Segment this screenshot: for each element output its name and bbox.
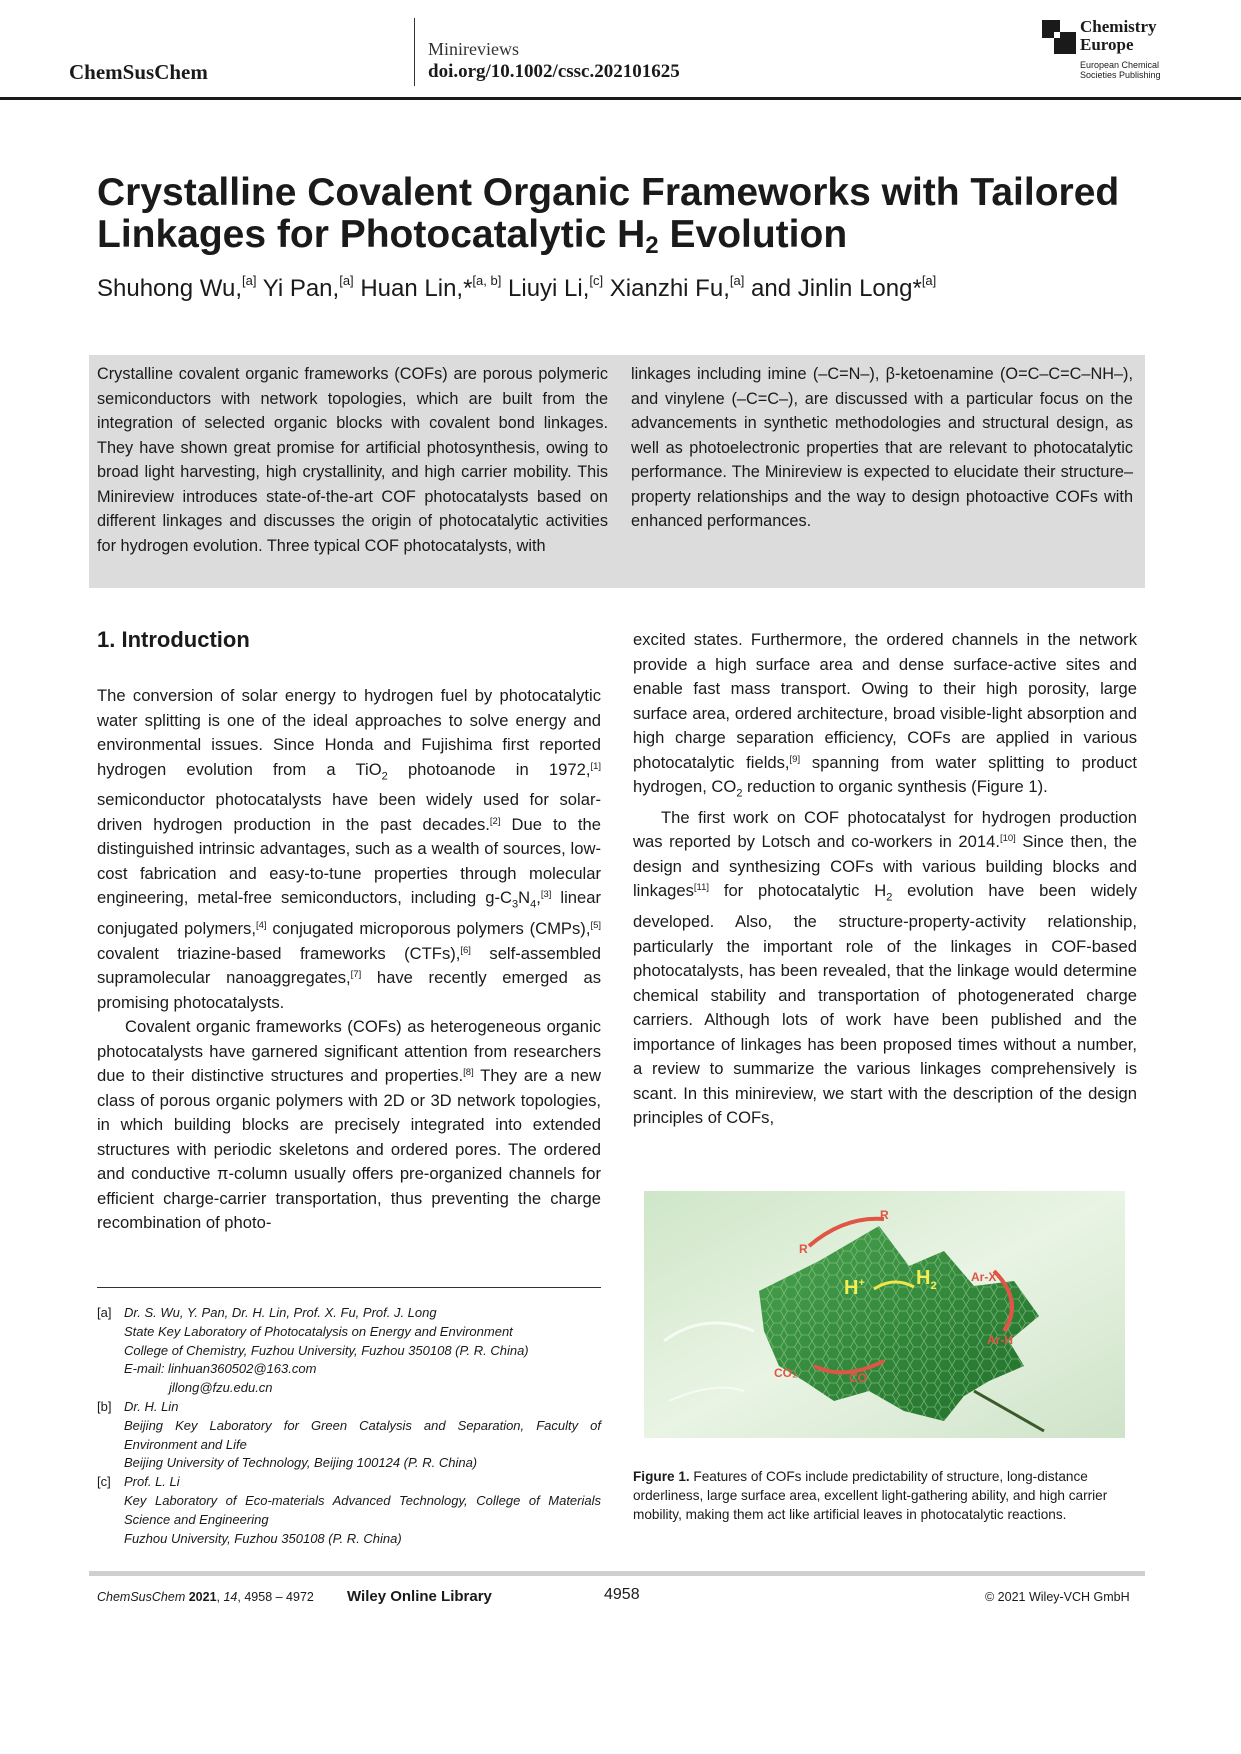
footnote-rule <box>97 1287 601 1288</box>
copyright: © 2021 Wiley-VCH GmbH <box>985 1590 1130 1604</box>
author: Huan Lin,* <box>360 275 473 302</box>
author: Yi Pan, <box>262 275 340 302</box>
author: Shuhong Wu, <box>97 275 242 302</box>
author: Liuyi Li, <box>508 275 590 302</box>
section-heading: 1. Introduction <box>97 627 250 652</box>
co2-label: CO₂ <box>774 1366 798 1380</box>
affiliations <box>97 1304 601 1548</box>
journal-name: ChemSusChem <box>69 60 208 84</box>
title-line-1: Crystalline Covalent Organic Frameworks with Tailored <box>97 171 1120 214</box>
arh-label: Ar-H <box>987 1333 1013 1347</box>
page-number: 4958 <box>604 1586 640 1603</box>
author-list: Shuhong Wu,[a] Yi Pan,[a] Huan Lin,*[a, b] Liuyi Li,[c] Xianzhi Fu,[a] and Jinlin Long*[a] <box>97 273 937 302</box>
r-prime-label: R <box>880 1208 889 1222</box>
footnote-a: [a] Dr. S. Wu, Y. Pan, Dr. H. Lin, Prof. X. Fu, Prof. J. Long State Key Laboratory of Photocatalysis on Energy and Environment College of Chemistry, Fuzhou University, Fuzhou 350108 (P. R. China) E-mail: linhuan360502@163.com jllong@fzu.edu.cn <box>97 1305 529 1396</box>
paragraph: Covalent organic frameworks (COFs) as heterogeneous organic photocatalysts have garnered significant attention from researchers due to their distinctive structures and properties.[8] They are a new class of porous organic polymers with 2D or 3D network topologies, in which building blocks are precisely integrated into extended structures with periodic skeletons and ordered pores. The ordered and conductive π-column usually offers pre-organized channels for efficient charge-carrier transportation, thus preventing the charge recombination of photo- <box>97 1017 601 1233</box>
left-column <box>97 684 601 1236</box>
publisher-subtitle-1: European Chemical <box>1080 60 1160 70</box>
doi-link[interactable]: doi.org/10.1002/cssc.202101625 <box>428 61 680 82</box>
h2-label: $H_2$ <box>916 1267 937 1292</box>
header-separator <box>414 18 415 86</box>
header-rule <box>0 97 1241 100</box>
figure-caption: Figure 1. Features of COFs include predictability of structure, long-distance orderliness, large surface area, excellent light-gathering ability, and high carrier mobility, making them act like artificial leaves in photocatalytic reactions. <box>633 1469 1108 1522</box>
paragraph: The conversion of solar energy to hydrogen fuel by photocatalytic water splitting is one of the ideal approaches to solve energy and environmental issues. Since Honda and Fujishima first reported hydrogen evolution from a TiO$_2$ photoanode in 1972,[1] semiconductor photocatalysts have been widely used for solar-driven hydrogen production in the past decades.[2] Due to the distinguished intrinsic advantages, such as a wealth of sources, low-cost fabrication and easy-to-tune properties through molecular engineering, metal-free semiconductors, including $g-C_3N_4,[3]$ linear conjugated polymers,[4] conjugated microporous polymers (CMPs),[5] covalent triazine-based frameworks (CTFs),[6] self-assembled supramolecular nanoaggregates,[7] have recently emerged as promising photocatalysts. <box>97 686 602 1012</box>
right-column <box>633 628 1137 1131</box>
title-line-2: Linkages for Photocatalytic $H_2$ Evolution <box>97 213 848 259</box>
co-label: CO <box>849 1371 867 1385</box>
paragraph: excited states. Furthermore, the ordered channels in the network provide a high surface area and dense surface-active sites and enable fast mass transport. Owing to their high porosity, large surface area, ordered architecture, broad visible-light absorption and high charge separation efficiency, COFs are applied in various photocatalytic fields,[9] spanning from water splitting to product hydrogen, $CO_2$ reduction to organic synthesis (Figure 1). <box>633 630 1137 800</box>
paragraph: The first work on COF photocatalyst for hydrogen production was reported by Lotsch and co-workers in 2014.[10] Since then, the design and synthesizing COFs with various building blocks and linkages[11] for photocatalytic $H_2$ evolution have been widely developed. Also, the structure-property-activity relationship, particularly the important role of the linkages in COF-based photocatalysts, has been revealed, that the linkage would determine chemical stability and transportation of photogenerated charge carriers. Although lots of work have been published and the importance of linkages has been proposed times without a number, a review to summarize the various linkages comprehensively is scant. In this minireview, we start with the description of the design principles of COFs, <box>633 807 1137 1128</box>
author: Xianzhi Fu, <box>609 275 730 302</box>
footnote-b: [b] Dr. H. Lin Beijing Key Laboratory for Green Catalysis and Separation, Faculty of Environment and Life Beijing University of Technology, Beijing 100124 (P. R. China) <box>97 1398 601 1471</box>
chemistry-europe-logo-icon <box>1040 18 1080 58</box>
abstract-right: linkages including imine (–C=N–), β-ketoenamine (O=C–C=C–NH–), and vinylene (–C=C–), are discussed with a particular focus on the advancements in synthetic methodologies and structural design, as well as photoelectronic properties that are relevant to photocatalytic performance. The Minireview is expected to elucidate their structure–property relationships and the way to design photoactive COFs with enhanced performances. <box>631 365 1133 530</box>
arx-label: Ar-X <box>971 1270 997 1284</box>
footnote-c: [c] Prof. L. Li Key Laboratory of Eco-materials Advanced Technology, College of Materials Science and Engineering Fuzhou University, Fuzhou 350108 (P. R. China) <box>97 1474 601 1546</box>
r-label: R <box>799 1242 808 1256</box>
publisher-subtitle-2: Societies Publishing <box>1080 70 1161 80</box>
publisher-name-1: Chemistry <box>1080 17 1157 36</box>
wiley-online-library-link[interactable]: Wiley Online Library <box>347 1588 492 1605</box>
publisher-name-2: Europe <box>1080 35 1134 54</box>
abstract-left: Crystalline covalent organic frameworks (COFs) are porous polymeric semiconductors with network topologies, which are built from the integration of selected organic blocks with covalent bond linkages. They have shown great promise for artificial photosynthesis, owing to broad light harvesting, high crystallinity, and high carrier mobility. This Minireview introduces state-of-the-art COF photocatalysts based on different linkages and discusses the origin of photocatalytic activities for hydrogen evolution. Three typical COF photocatalysts, with <box>97 365 608 555</box>
paper-title <box>97 172 1157 267</box>
article-type: Minireviews <box>428 39 519 59</box>
figure-1-artificial-leaf <box>644 1191 1125 1438</box>
footer-citation: ChemSusChem 2021, 14, 4958 – 4972 <box>97 1590 314 1604</box>
abstract-box <box>89 355 1145 588</box>
author: and Jinlin Long* <box>751 275 922 302</box>
footer-rule <box>89 1571 1145 1576</box>
h-plus-label: H+ <box>844 1277 865 1299</box>
